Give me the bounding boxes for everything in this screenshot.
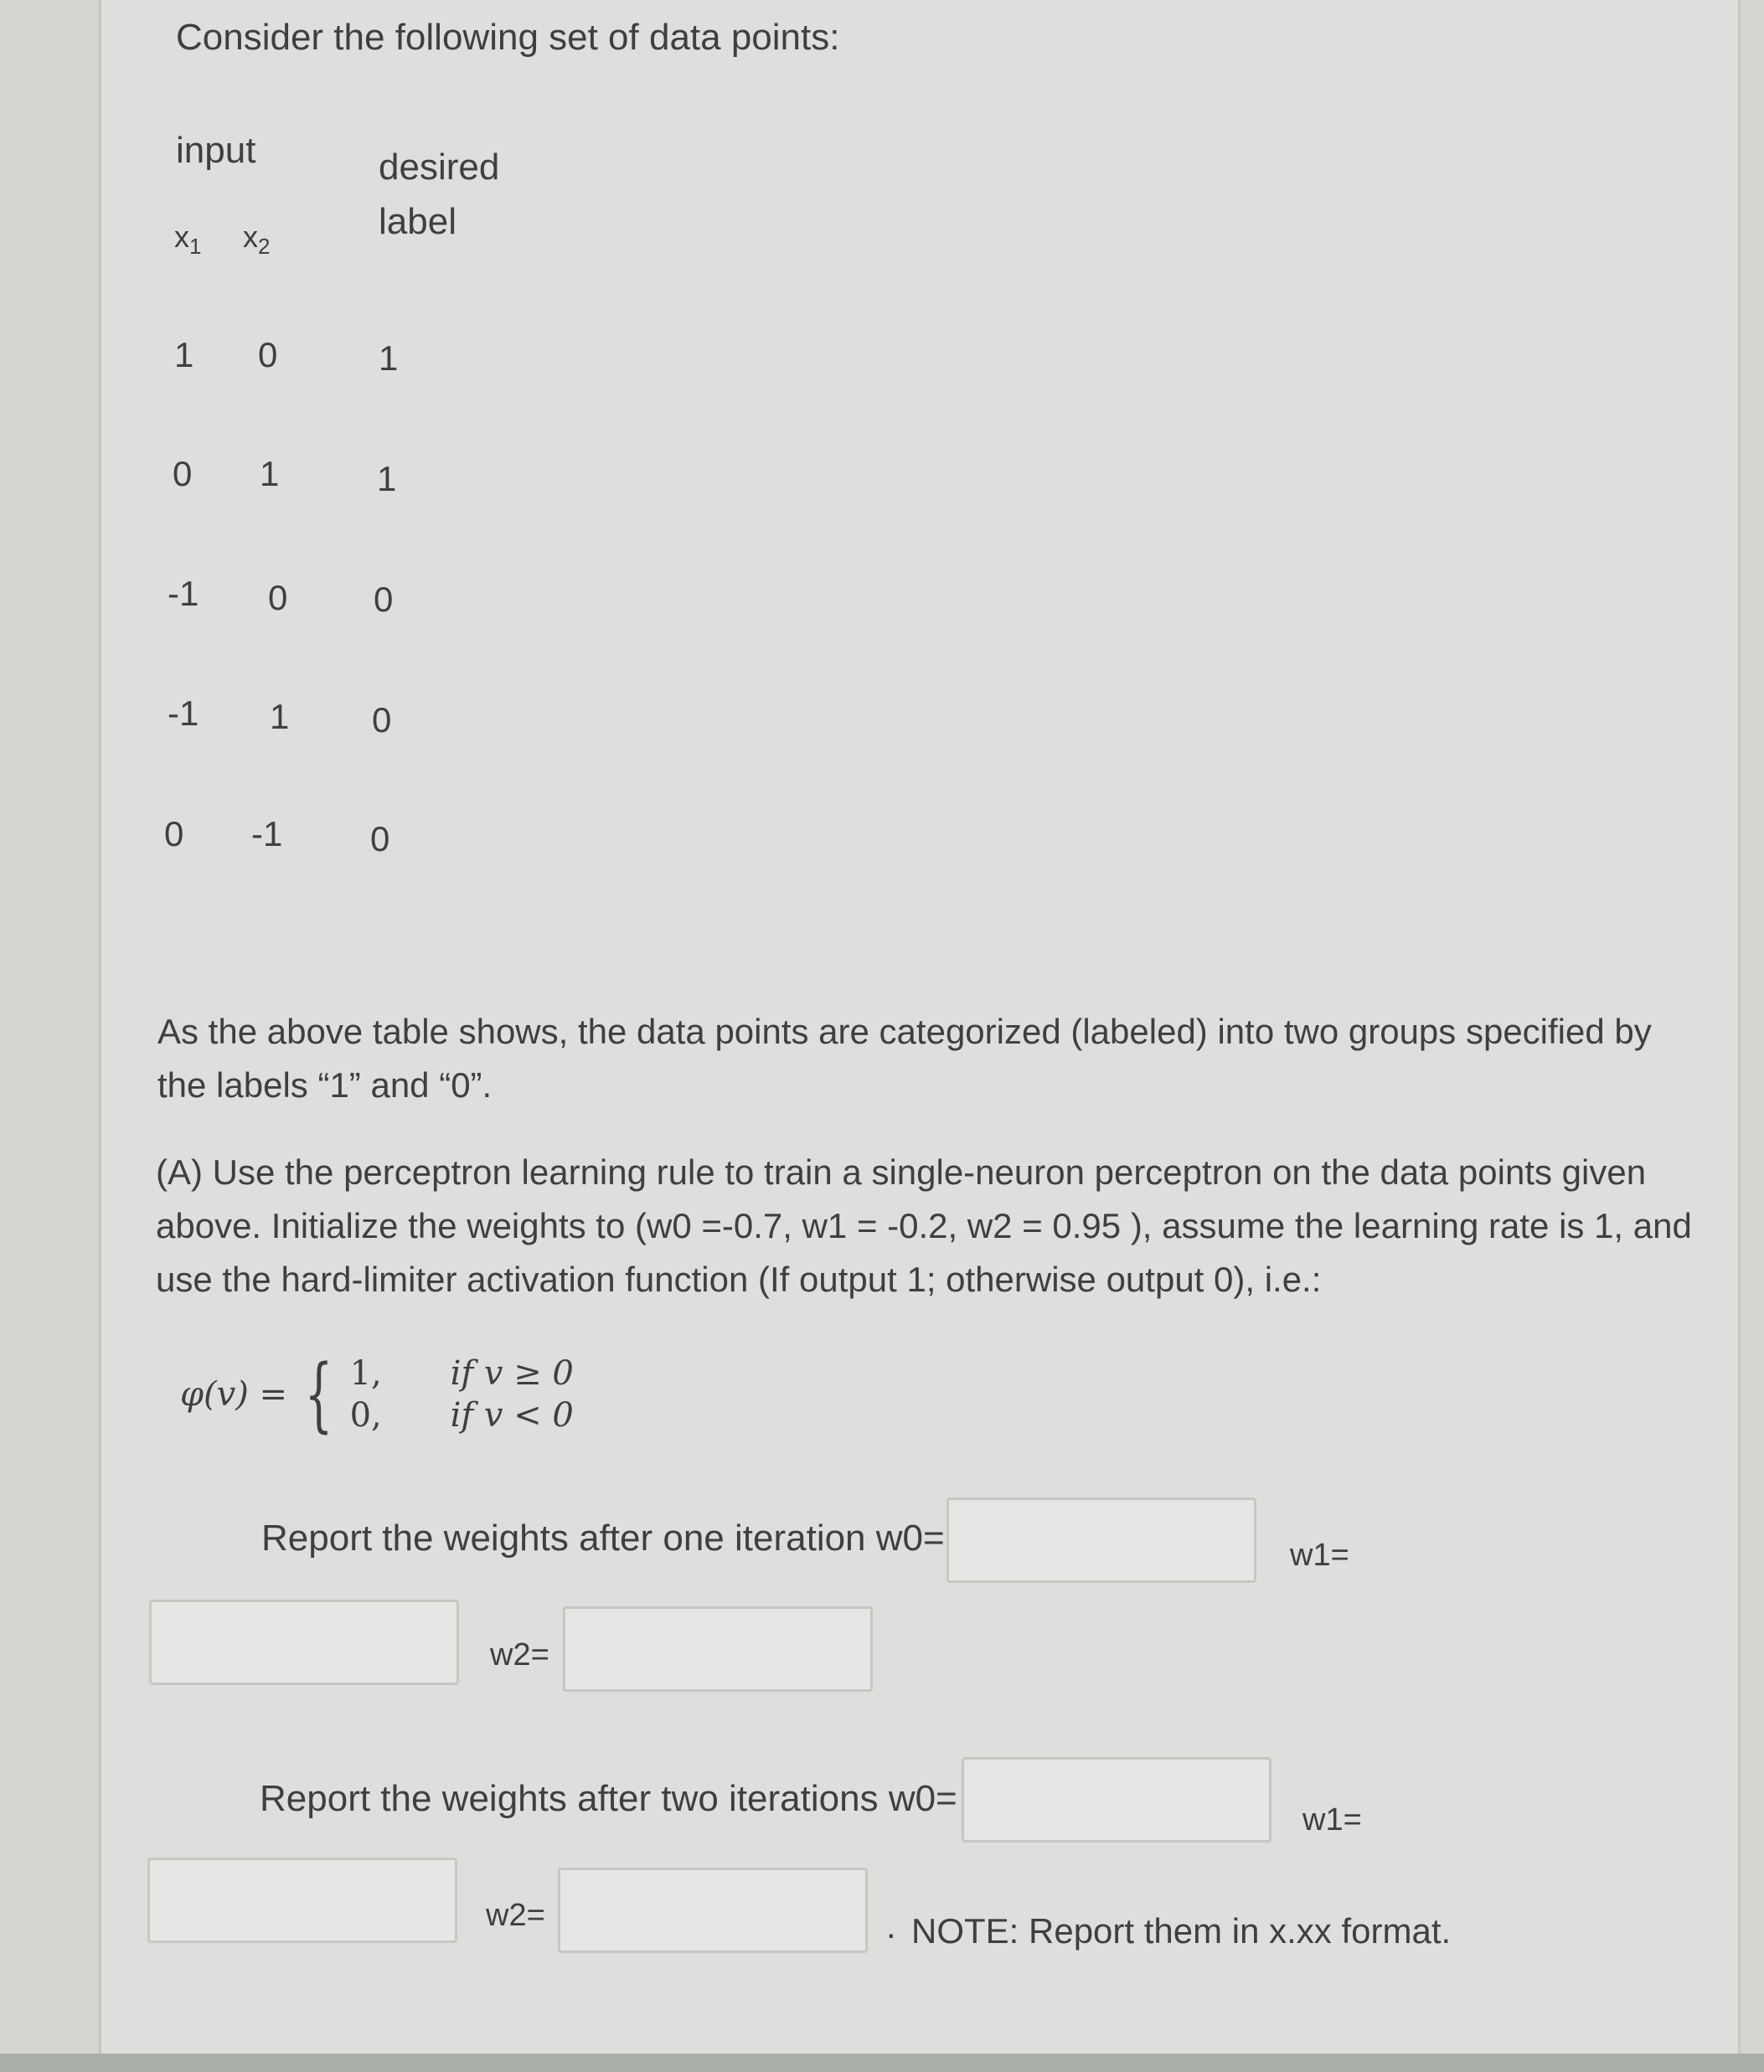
q2-w1-label: w1= (1302, 1802, 1362, 1837)
intro-text: Consider the following set of data points: (176, 17, 840, 58)
desired-header: desired (379, 147, 500, 188)
row4-label: 0 (372, 700, 392, 740)
x1-header: $x_1$ (174, 219, 202, 260)
formula-lhs: φ(v) = (180, 1375, 288, 1414)
row4-x1: -1 (168, 693, 199, 733)
row2-x1: 0 (173, 454, 193, 493)
row1-label: 1 (379, 338, 399, 378)
row2-x2: 1 (260, 454, 280, 493)
row3-x1: -1 (168, 574, 199, 613)
formula-cases (350, 1353, 574, 1436)
format-note: NOTE: Report them in x.xx format. (911, 1911, 1452, 1951)
row4-x2: 1 (270, 697, 290, 736)
instructions-paragraph: (A) Use the perceptron learning rule to train a single-neuron perceptron on the data points given above. Initialize the weights to (w0 =-0.7, w1 = -0.2, w2 = 0.95 ), assume the learning rate is 1, and use the hard-limiter activation function (If output 1; otherwise output 0), i.e.: (156, 1152, 1692, 1299)
case2-value: 0, (349, 1396, 382, 1435)
case1-condition: if v ≥ 0 (450, 1354, 574, 1393)
q1-w1-label: w1= (1290, 1538, 1349, 1573)
case2-condition: if v < 0 (450, 1396, 574, 1435)
separator-dot: . (886, 1906, 896, 1946)
row2-label: 1 (377, 459, 397, 498)
row3-label: 0 (374, 580, 394, 619)
bottom-strip (0, 2054, 1764, 2072)
input-header: input (176, 130, 256, 171)
q2-w1-input[interactable] (147, 1858, 457, 1943)
q2-w0-input[interactable] (962, 1757, 1271, 1843)
q2-w2-label: w2= (486, 1898, 545, 1933)
description-paragraph: As the above table shows, the data points are categorized (labeled) into two groups specified by the labels “1” and “0”. (157, 1012, 1652, 1105)
x2-header: $x_2$ (243, 219, 271, 260)
row5-x1: 0 (164, 814, 184, 853)
q1-w2-input[interactable] (563, 1606, 873, 1692)
row5-label: 0 (370, 819, 390, 858)
q1-prompt: Report the weights after one iteration w0= (261, 1518, 945, 1559)
row1-x1: 1 (174, 335, 194, 374)
row5-x2: -1 (251, 814, 283, 853)
activation-formula (180, 1348, 574, 1441)
q1-w2-label: w2= (490, 1637, 549, 1673)
brace-symbol: { (304, 1348, 333, 1441)
row1-x2: 0 (258, 335, 278, 374)
q2-w2-input[interactable] (558, 1868, 868, 1953)
row3-x2: 0 (268, 578, 288, 617)
q1-w1-input[interactable] (149, 1600, 459, 1685)
label-header: label (379, 201, 456, 242)
q1-w0-input[interactable] (946, 1497, 1256, 1583)
q2-prompt: Report the weights after two iterations w0= (260, 1778, 957, 1819)
case1-value: 1, (349, 1354, 382, 1393)
